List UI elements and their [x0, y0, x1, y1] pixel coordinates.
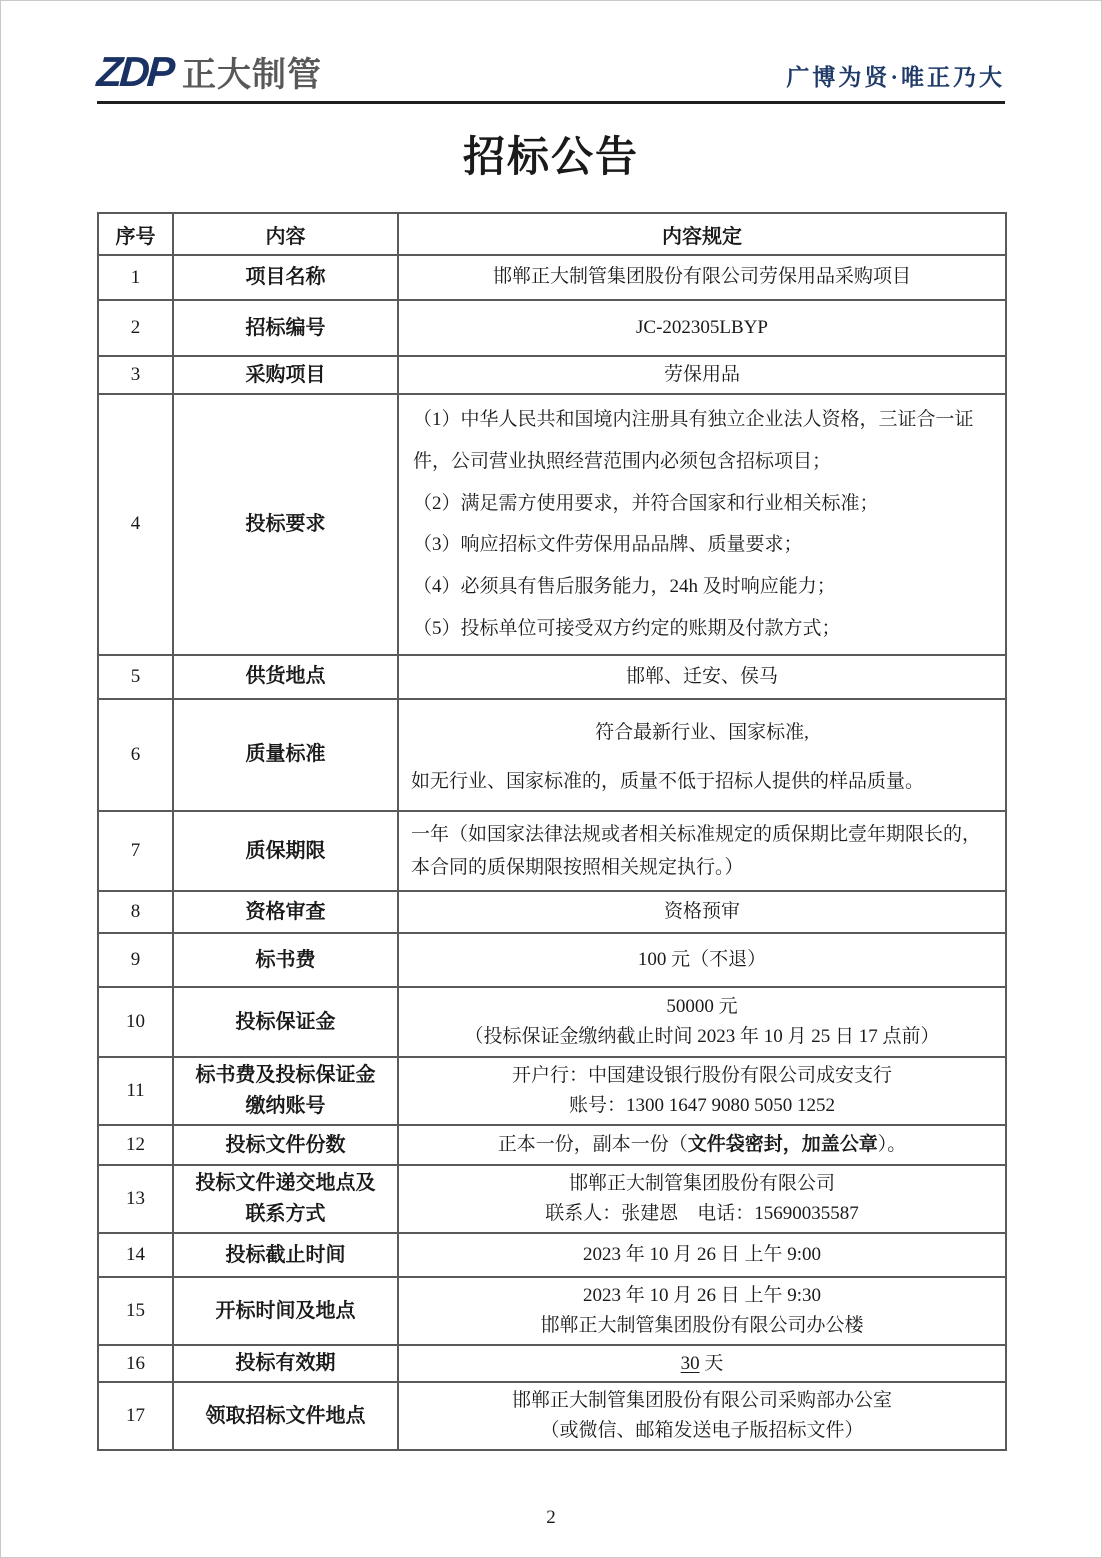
- cell-label: 投标截止时间: [173, 1233, 398, 1277]
- content-line: 联系人：张建恩 电话：15690035587: [545, 1203, 859, 1225]
- cell-content: 劳保用品: [398, 356, 1006, 394]
- cell-content: [398, 1125, 1006, 1165]
- table-header-row: [98, 213, 1006, 255]
- cell-no: 5: [98, 655, 173, 699]
- cell-label: [173, 1057, 398, 1125]
- table-row-3: [98, 356, 1006, 394]
- content-line: 账号：1300 1647 9080 5050 1252: [568, 1095, 835, 1117]
- cell-content: [398, 1057, 1006, 1125]
- cell-label: 招标编号: [173, 300, 398, 356]
- cell-no: 17: [98, 1382, 173, 1450]
- table-row-4: [98, 394, 1006, 655]
- cell-content: [398, 699, 1006, 811]
- label-line: 标书费及投标保证金: [195, 1064, 376, 1087]
- cell-label: 标书费: [173, 933, 398, 987]
- requirement-item: （3）响应招标文件劳保用品品牌、质量要求；: [413, 534, 803, 556]
- cell-no: 10: [98, 987, 173, 1057]
- content-line: 邯郸正大制管集团股份有限公司办公楼: [540, 1315, 864, 1337]
- page-content: [95, 48, 1005, 1529]
- content-text-underlined: 30: [680, 1352, 700, 1374]
- content-line: 邯郸正大制管集团股份有限公司: [568, 1172, 835, 1194]
- label-line: 缴纳账号: [245, 1095, 326, 1118]
- cell-no: 15: [98, 1277, 173, 1345]
- cell-label: 开标时间及地点: [173, 1277, 398, 1345]
- cell-content: [398, 1345, 1006, 1382]
- cell-content: [398, 1382, 1006, 1450]
- table-row-1: [98, 255, 1006, 300]
- cell-label: 投标文件份数: [173, 1125, 398, 1165]
- table-row-7: [98, 811, 1006, 892]
- company-logo: [95, 48, 322, 95]
- requirement-item: （2）满足需方使用要求，并符合国家和行业相关标准；: [413, 492, 879, 514]
- table-row-9: [98, 933, 1006, 987]
- cell-no: 16: [98, 1345, 173, 1382]
- cell-label: [173, 1165, 398, 1233]
- tender-table: [97, 212, 1007, 1451]
- table-row-8: [98, 891, 1006, 933]
- table-row-5: [98, 655, 1006, 699]
- cell-no: 2: [98, 300, 173, 356]
- cell-no: 6: [98, 699, 173, 811]
- content-text: 天: [699, 1352, 724, 1374]
- cell-label: 投标有效期: [173, 1345, 398, 1382]
- cell-content: [398, 394, 1006, 655]
- cell-no: 1: [98, 255, 173, 300]
- table-row-13: [98, 1165, 1006, 1233]
- cell-no: 3: [98, 356, 173, 394]
- cell-content: JC-202305LBYP: [398, 300, 1006, 356]
- cell-content: 一年（如国家法律法规或者相关标准规定的质保期比壹年期限长的，本合同的质保期限按照相关规定执行。）: [398, 811, 1006, 892]
- label-line: 联系方式: [245, 1203, 326, 1226]
- cell-no: 7: [98, 811, 173, 892]
- cell-content: 邯郸正大制管集团股份有限公司劳保用品采购项目: [398, 255, 1006, 300]
- cell-label: 项目名称: [173, 255, 398, 300]
- cell-label: 质量标准: [173, 699, 398, 811]
- requirement-item: （4）必须具有售后服务能力，24h 及时响应能力；: [413, 576, 836, 598]
- content-line: 50000 元: [666, 995, 738, 1017]
- cell-label: 供货地点: [173, 655, 398, 699]
- page-header: [95, 48, 1005, 101]
- content-line: 邯郸正大制管集团股份有限公司采购部办公室: [511, 1389, 892, 1411]
- table-row-14: [98, 1233, 1006, 1277]
- page-number: 2: [546, 1507, 556, 1529]
- cell-content: [398, 1165, 1006, 1233]
- table-row-17: [98, 1382, 1006, 1450]
- cell-label: 投标保证金: [173, 987, 398, 1057]
- cell-no: 11: [98, 1057, 173, 1125]
- content-line: 符合最新行业、国家标准,: [595, 721, 809, 743]
- company-slogan: 广博为贤·唯正乃大: [786, 65, 1005, 90]
- cell-label: 投标要求: [173, 394, 398, 655]
- cell-no: 13: [98, 1165, 173, 1233]
- content-line: 如无行业、国家标准的，质量不低于招标人提供的样品质量。: [411, 770, 925, 792]
- content-text: ）。: [877, 1134, 907, 1156]
- table-row-16: [98, 1345, 1006, 1382]
- cell-no: 4: [98, 394, 173, 655]
- table-row-11: [98, 1057, 1006, 1125]
- content-text-bold: 文件袋密封，加盖公章: [687, 1134, 878, 1156]
- cell-label: 采购项目: [173, 356, 398, 394]
- cell-content: [398, 987, 1006, 1057]
- cell-content: [398, 1277, 1006, 1345]
- cell-content: 邯郸、迁安、侯马: [398, 655, 1006, 699]
- content-text: 正本一份，副本一份（: [497, 1134, 688, 1156]
- page-title: 招标公告: [462, 133, 639, 180]
- column-header-spec: 内容规定: [398, 213, 1006, 255]
- logo-zdp-icon: ZDP: [95, 48, 174, 95]
- requirement-item: （5）投标单位可接受双方约定的账期及付款方式；: [413, 617, 841, 639]
- cell-content: 100 元（不退）: [398, 933, 1006, 987]
- table-row-12: [98, 1125, 1006, 1165]
- column-header-item: 内容: [173, 213, 398, 255]
- content-line: （或微信、邮箱发送电子版招标文件）: [540, 1420, 864, 1442]
- cell-no: 14: [98, 1233, 173, 1277]
- cell-label: 领取招标文件地点: [173, 1382, 398, 1450]
- cell-content: 2023 年 10 月 26 日 上午 9:00: [398, 1233, 1006, 1277]
- requirement-item: （1）中华人民共和国境内注册具有独立企业法人资格，三证合一证件，公司营业执照经营范围内必须包含招标项目；: [413, 409, 974, 472]
- table-row-6: [98, 699, 1006, 811]
- cell-label: 质保期限: [173, 811, 398, 892]
- label-line: 投标文件递交地点及: [195, 1172, 376, 1195]
- column-header-no: 序号: [98, 213, 173, 255]
- content-line: （投标保证金缴纳截止时间 2023 年 10 月 25 日 17 点前）: [464, 1026, 940, 1048]
- content-line: 开户行：中国建设银行股份有限公司成安支行: [511, 1064, 892, 1086]
- header-divider: [97, 101, 1005, 104]
- cell-no: 8: [98, 891, 173, 933]
- cell-no: 12: [98, 1125, 173, 1165]
- cell-no: 9: [98, 933, 173, 987]
- table-row-10: [98, 987, 1006, 1057]
- logo-company-name: 正大制管: [182, 56, 322, 94]
- table-row-2: [98, 300, 1006, 356]
- table-row-15: [98, 1277, 1006, 1345]
- cell-content: 资格预审: [398, 891, 1006, 933]
- cell-label: 资格审查: [173, 891, 398, 933]
- content-line: 2023 年 10 月 26 日 上午 9:30: [582, 1284, 822, 1306]
